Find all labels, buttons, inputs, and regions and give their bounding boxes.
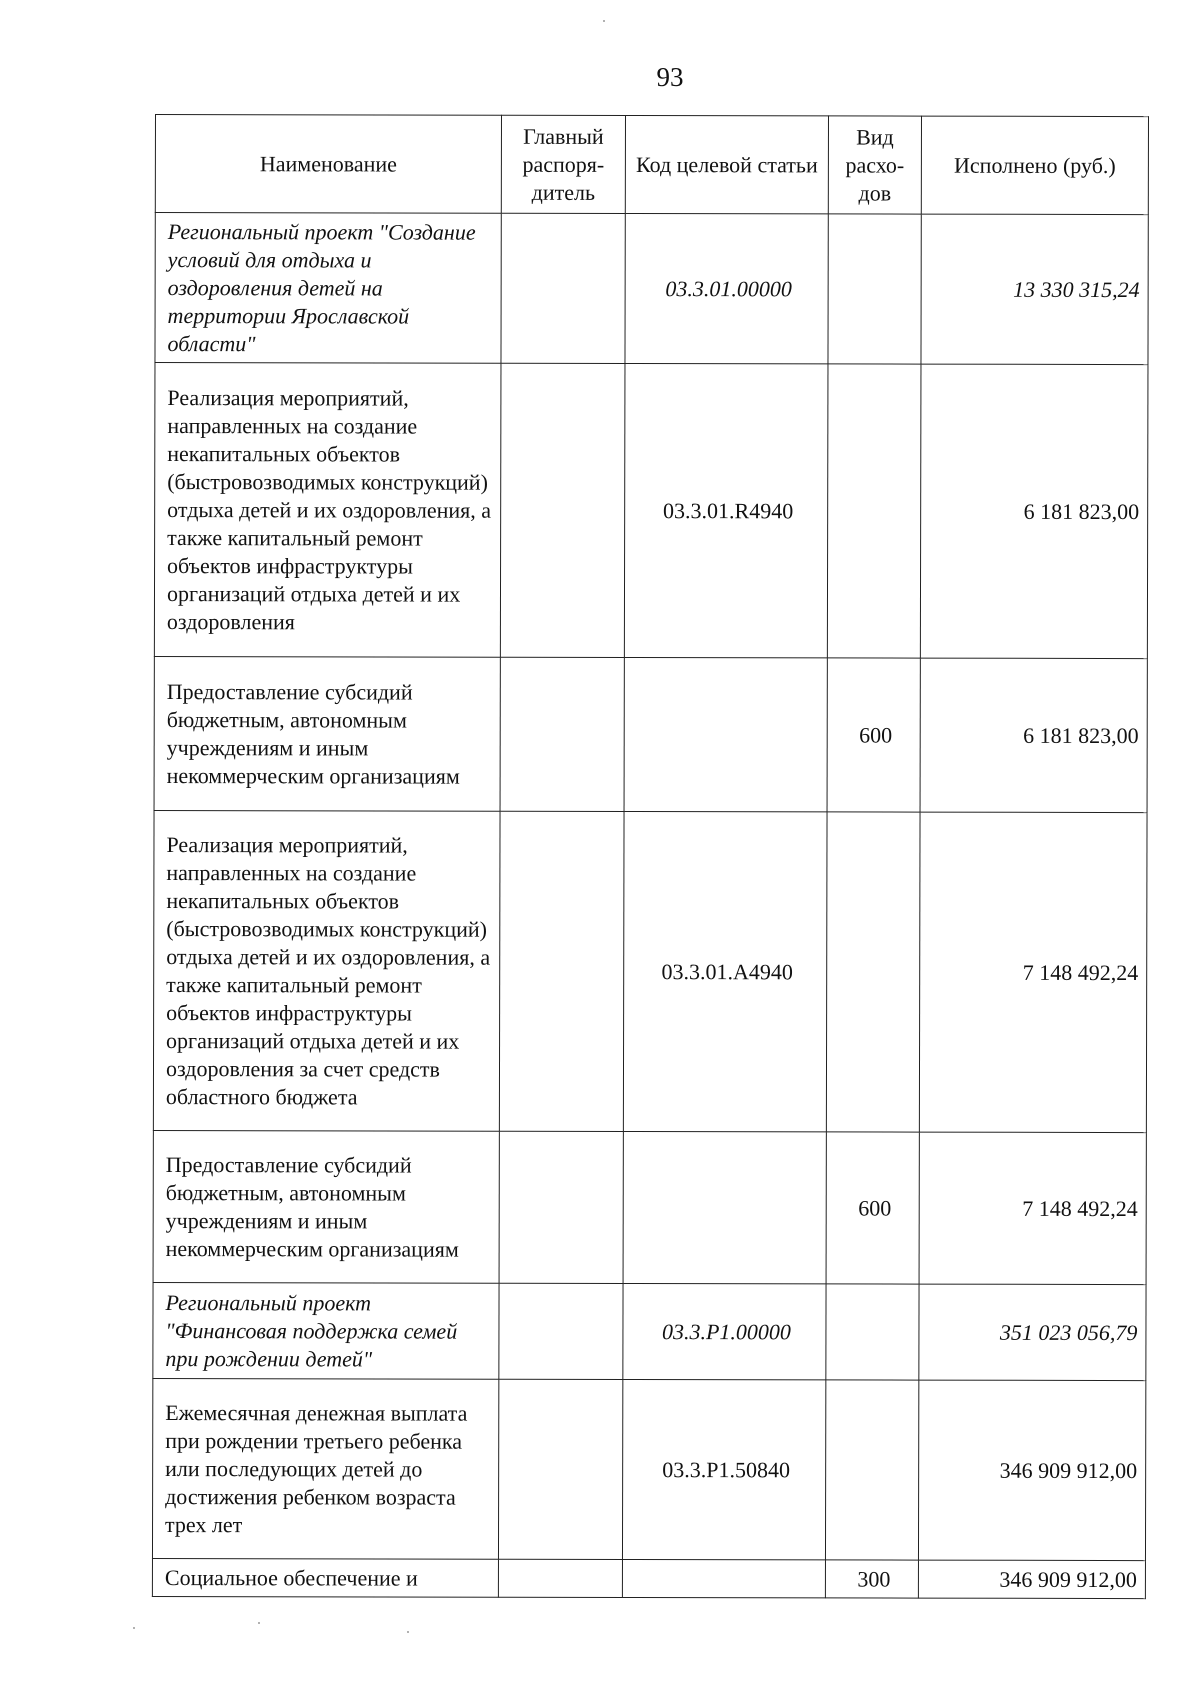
table-row [152,1558,1145,1598]
row-expense-type [825,1380,918,1560]
row-expense-type: 600 [826,1132,919,1284]
table-row [154,363,1148,659]
row-amount: 346 909 912,00 [918,1560,1145,1598]
scan-speck [603,20,605,22]
row-name: Социальное обеспечение и [152,1558,498,1597]
header-amount: Исполнено (руб.) [921,116,1148,214]
header-manager: Главный распоря-дитель [501,115,625,213]
row-manager [500,363,625,657]
row-manager [498,1379,622,1559]
row-name: Региональный проект "Финансовая поддержка семей при рождении детей" [153,1282,499,1379]
table-row [154,656,1147,812]
row-amount: 351 023 056,79 [919,1284,1146,1380]
table-row [153,1130,1146,1284]
table-row [153,1282,1146,1380]
row-manager [499,811,624,1131]
row-manager [499,1131,623,1283]
table-header-row [155,115,1148,215]
row-name: Предоставление субсидий бюджетным, автономным учреждениям и иным некоммерческим организациям [154,656,500,811]
row-expense-type [827,364,921,658]
row-manager [498,1559,622,1597]
row-code [622,1559,825,1597]
row-expense-type [828,214,921,364]
header-name: Наименование [155,115,501,214]
row-code [623,1131,826,1283]
table-row [153,810,1147,1132]
header-code: Код целевой статьи [625,115,828,213]
row-manager [499,1283,623,1379]
scan-speck [407,1631,409,1633]
scan-speck [133,1627,135,1629]
row-expense-type: 600 [827,658,920,812]
header-expense-type: Вид расхо-дов [828,116,921,214]
scan-speck [258,1622,260,1624]
row-manager [501,213,625,363]
row-code: 03.3.01.00000 [625,213,828,363]
row-amount: 7 148 492,24 [919,1132,1146,1284]
row-code: 03.3.01.R4940 [624,363,828,657]
row-amount: 6 181 823,00 [920,658,1147,812]
row-code: 03.3.P1.50840 [622,1379,825,1559]
row-expense-type [826,1284,919,1380]
row-name: Ежемесячная денежная выплата при рождении третьего ребенка или последующих детей до достижения ребенком возраста трех лет [152,1378,498,1559]
table-row [152,1378,1145,1560]
row-manager [500,657,624,811]
row-amount: 13 330 315,24 [921,214,1148,364]
row-amount: 346 909 912,00 [918,1380,1145,1560]
table-row [155,213,1148,365]
row-code [624,657,827,811]
row-code: 03.3.P1.00000 [623,1283,826,1379]
row-name: Предоставление субсидий бюджетным, автономным учреждениям и иным некоммерческим организациям [153,1130,499,1283]
row-expense-type [826,812,920,1132]
row-name: Региональный проект "Создание условий для отдыха и оздоровления детей на территории Ярославской области" [155,213,501,364]
page-number: 93 [656,62,684,92]
row-code: 03.3.01.A4940 [623,811,827,1131]
budget-execution-table [152,114,1149,1599]
row-expense-type: 300 [825,1560,918,1598]
row-name: Реализация мероприятий, направленных на создание некапитальных объектов (быстровозводимых конструкций) отдыха детей и их оздоровления, а также капитальный ремонт объектов инфраструктуры организаций отдыха детей и их оздоровления [154,363,501,658]
row-amount: 7 148 492,24 [919,812,1147,1132]
row-amount: 6 181 823,00 [920,364,1148,658]
row-name: Реализация мероприятий, направленных на создание некапитальных объектов (быстровозводимых конструкций) отдыха детей и их оздоровления, а также капитальный ремонт объектов инфраструктуры организаций отдыха детей и их оздоровления за счет средств областного бюджета [153,810,500,1131]
